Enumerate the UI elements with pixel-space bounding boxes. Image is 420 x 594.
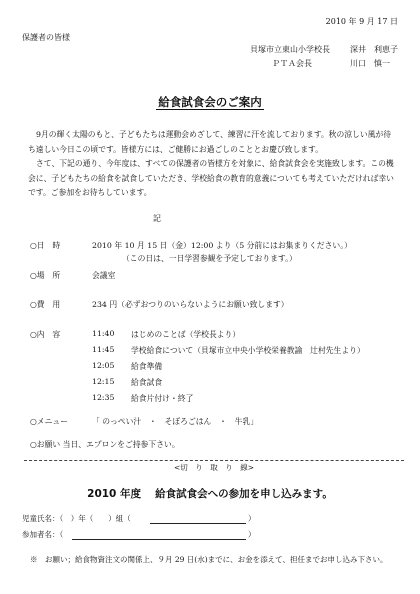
cost-label: ○費 用 bbox=[30, 300, 61, 309]
schedule-item: 給食準備 bbox=[131, 362, 163, 371]
schedule-item: 給食試食 bbox=[131, 378, 163, 387]
schedule-time: 11:40 bbox=[92, 329, 115, 338]
schedule-time: 12:35 bbox=[92, 393, 115, 402]
body-paragraph-1: 9月の輝く太陽のもと、子どもたちは運動会めざして、練習に汗を流しております。秋の涼しい風が待ち遠しい今日この頃です。皆様方には、ご健勝にお過ごしのこととお慶び致します。 bbox=[28, 130, 392, 154]
sender-principal-org: 貝塚市立東山小学校長 bbox=[250, 45, 330, 54]
schedule-time: 12:15 bbox=[92, 377, 115, 386]
ki-heading: 記 bbox=[153, 214, 161, 223]
menu-label: ○メニュー bbox=[30, 417, 68, 426]
deadline-note: ※ お願い；給食物資注文の関係上、９月 29 日(水)までに、お金を添えて、担任までお申し込み下さい。 bbox=[30, 555, 388, 564]
sender-pta-org: ＰＴＡ会長 bbox=[272, 59, 312, 68]
content-label: ○内 容 bbox=[30, 330, 61, 339]
parent-name-close: ） bbox=[248, 530, 256, 539]
document-title: 給食試食会のご案内 bbox=[158, 95, 262, 109]
cut-line: <切 り 取 り 線> bbox=[24, 460, 404, 473]
addressee: 保護者の皆様 bbox=[22, 33, 70, 42]
place-value: 会議室 bbox=[92, 271, 116, 280]
parent-name-label: 参加者名：（ bbox=[22, 530, 64, 539]
parent-name-field[interactable] bbox=[72, 539, 246, 540]
child-name-label: 児童氏名：（ ）年（ ）組（ bbox=[22, 514, 131, 523]
form-heading: 2010 年度 給食試食会への参加を申し込みます。 bbox=[87, 488, 333, 500]
sender-pta-name: 川口 慎一 bbox=[350, 59, 390, 68]
sender-principal-name: 深井 利恵子 bbox=[350, 45, 398, 54]
child-name-close: ） bbox=[248, 514, 256, 523]
schedule-item: 学校給食について（貝塚市立中央小学校栄養教諭 辻村先生より） bbox=[131, 346, 365, 355]
date-note: （この日は、一日学習参観を予定しております。） bbox=[122, 254, 297, 263]
cost-value: 234 円（必ずおつりのいらないようにお願い致します） bbox=[92, 300, 289, 309]
schedule-time: 11:45 bbox=[92, 345, 115, 354]
schedule-item: はじめのことば（学校長より） bbox=[131, 330, 241, 339]
place-label: ○場 所 bbox=[30, 271, 61, 280]
body-paragraph-2: さて、下記の通り、今年度は、すべての保護者の皆様方を対象に、給食試食会を実施致します。この機会に、子どもたちの給食を試食していただき、学校給食の教育的意義についても考えていただければ幸いです。ご参加をお待ちしています。 bbox=[28, 159, 394, 197]
body-text bbox=[28, 128, 396, 201]
date-label: ○日 時 bbox=[30, 241, 61, 250]
child-name-field[interactable] bbox=[150, 523, 246, 524]
menu-value: 「 のっぺい汁 ・ そぼろごはん ・ 牛乳」 bbox=[92, 417, 259, 426]
schedule-item: 給食片付け・終了 bbox=[131, 394, 194, 403]
schedule-time: 12:05 bbox=[92, 361, 115, 370]
request-note: ○お願い 当日、エプロンをご持参下さい。 bbox=[30, 440, 180, 449]
document-date: 2010 年 9 月 17 日 bbox=[325, 17, 398, 26]
date-value: 2010 年 10 月 15 日（金）12:00 より（5 分前にはお集まりください。） bbox=[92, 241, 352, 250]
